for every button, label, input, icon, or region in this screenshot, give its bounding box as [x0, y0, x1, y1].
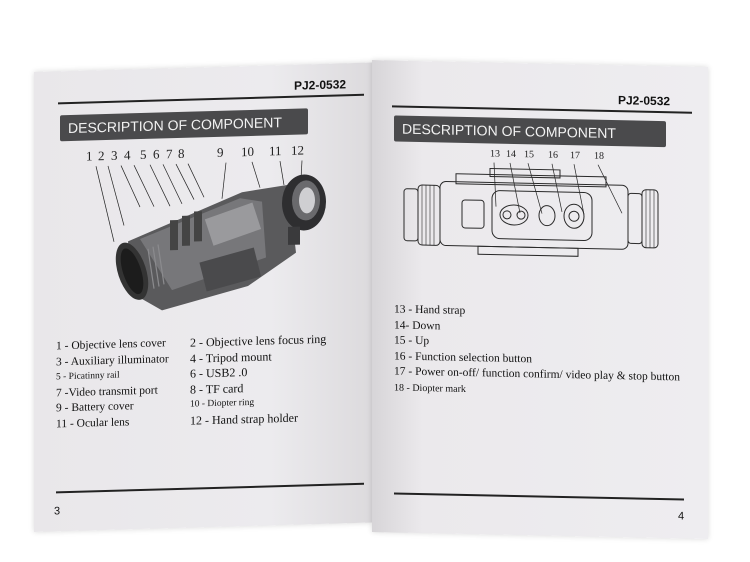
legend-column-1: [56, 336, 169, 432]
model-number: PJ2-0532: [294, 77, 347, 93]
callout-number: 12: [291, 142, 304, 158]
callout-number: 3: [111, 147, 118, 163]
legend-item: 12 - Hand strap holder: [190, 410, 298, 428]
callout-number: 17: [570, 150, 580, 162]
legend-column-2: [190, 332, 326, 429]
legend-item: 14- Down: [394, 318, 441, 332]
legend-item: 11 - Ocular lens: [56, 415, 130, 430]
legend-item: 7 -Video transmit port: [56, 384, 158, 399]
callout-number: 14: [506, 148, 516, 161]
device-side-illustration: [92, 156, 332, 323]
left-page: [34, 63, 372, 532]
header-rule: [58, 94, 364, 105]
legend-item: 6 - USB2 .0: [190, 365, 248, 381]
section-banner: DESCRIPTION OF COMPONENT: [394, 115, 666, 147]
section-banner: DESCRIPTION OF COMPONENT: [60, 108, 308, 141]
page-number: 3: [54, 505, 61, 518]
callout-number: 10: [241, 143, 254, 160]
legend-item: 3 - Auxiliary illuminator: [56, 352, 169, 368]
callout-number: 4: [124, 147, 131, 163]
legend-item: 1 - Objective lens cover: [56, 337, 166, 353]
legend-item: 13 - Hand strap: [394, 303, 466, 317]
legend-item: 4 - Tripod mount: [190, 348, 272, 366]
callout-number: 16: [548, 149, 558, 161]
callout-number: 6: [153, 146, 160, 162]
legend-item: 16 - Function selection button: [394, 349, 532, 365]
device-top-illustration: [402, 159, 662, 264]
callout-number: 11: [269, 143, 282, 159]
legend-item: 17 - Power on-off/ function confirm/ video play & stop button: [394, 365, 680, 384]
callout-number: 2: [98, 148, 105, 164]
callout-number: 15: [524, 149, 534, 161]
page-number: 4: [678, 510, 685, 523]
legend-item: 2 - Objective lens focus ring: [190, 331, 327, 350]
callout-number: 8: [178, 145, 185, 161]
legend-item: 5 - Picatinny rail: [56, 370, 120, 383]
callout-number: 9: [217, 144, 224, 160]
footer-rule: [56, 483, 364, 494]
callout-number: 13: [490, 148, 500, 160]
callout-number: 1: [86, 148, 93, 164]
footer-rule: [394, 492, 684, 500]
model-number: PJ2-0532: [618, 93, 671, 109]
legend-item: 9 - Battery cover: [56, 400, 134, 415]
legend-list: [394, 302, 684, 401]
legend-item: 10 - Diopter ring: [190, 397, 255, 410]
callout-number: 7: [166, 146, 173, 162]
right-page: [372, 60, 708, 539]
callout-number: 18: [594, 150, 604, 162]
legend-item: 8 - TF card: [190, 380, 244, 397]
legend-item: 15 - Up: [394, 334, 430, 348]
callout-number: 5: [140, 146, 147, 163]
legend-item: 18 - Diopter mark: [394, 381, 466, 395]
